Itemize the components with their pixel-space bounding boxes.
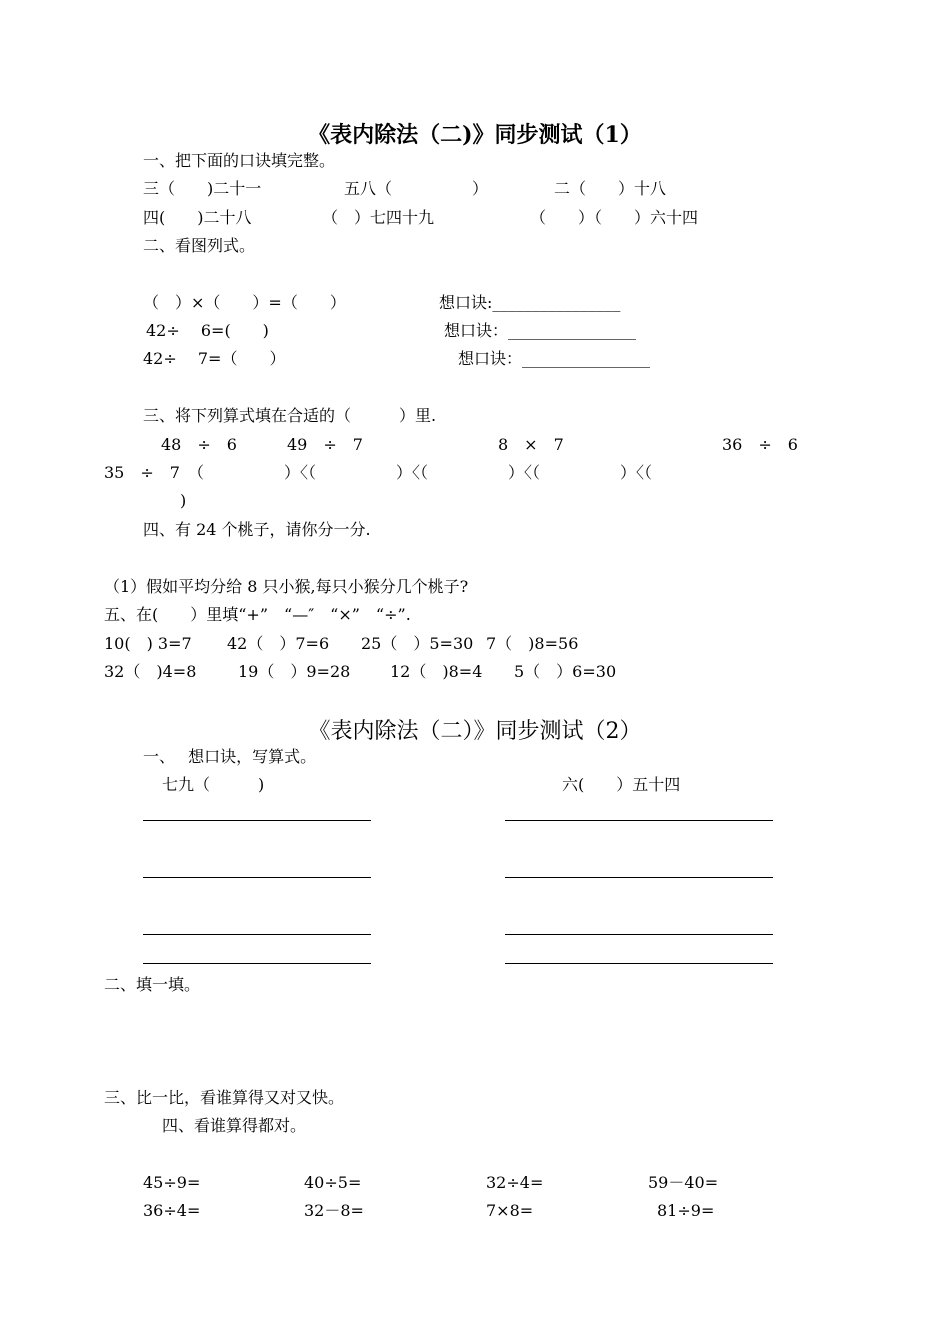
t2-q4-item: 36÷4=: [143, 1201, 201, 1220]
answer-line: [505, 934, 773, 935]
t2-q4-item: 45÷9=: [143, 1173, 201, 1192]
q3-ordering-end: ): [180, 491, 187, 510]
answer-line: [505, 820, 773, 821]
q1-row2-item: （ ）七四十九: [322, 208, 435, 227]
t2-q4-item: 7×8=: [486, 1201, 534, 1220]
q3-expression: 36 ÷ 6: [722, 435, 798, 454]
q2-equation: 42÷ 7=（ ）: [143, 349, 286, 368]
t2-q1-left-prompt: 七九（ ): [162, 775, 265, 794]
q3-heading: 三、将下列算式填在合适的（ ）里.: [143, 406, 437, 425]
answer-line: [143, 963, 371, 964]
q1-heading: 一、把下面的口诀填完整。: [143, 151, 336, 170]
q1-row2-item: （ ）（ ）六十四: [530, 208, 699, 227]
t2-q4-item: 32÷4=: [486, 1173, 544, 1192]
q2-equation: 42÷ 6=( ): [146, 321, 269, 340]
q4-heading: 四、有 24 个桃子，请你分一分.: [143, 520, 371, 539]
answer-line: [505, 877, 773, 878]
t2-q4-item: 40÷5=: [304, 1173, 362, 1192]
test1-title: 《表内除法（二)》同步测试（1）: [308, 122, 642, 148]
q3-expression: 49 ÷ 7: [287, 435, 363, 454]
t2-q4-item: 32－8=: [304, 1201, 364, 1220]
q2-mnemonic-line: 想口诀:________________: [439, 293, 621, 312]
answer-line: [143, 934, 371, 935]
q2-heading: 二、看图列式。: [143, 236, 256, 255]
q5-heading: 五、在( ）里填“+” “—″ “×” “÷”.: [104, 605, 411, 624]
q3-expression: 48 ÷ 6: [161, 435, 237, 454]
t2-q1-heading: 一、 想口诀，写算式。: [143, 747, 317, 766]
answer-line: [143, 820, 371, 821]
q1-row1-item: 五八（ ）: [344, 179, 489, 198]
q5-item: 32（ )4=8: [104, 662, 197, 681]
q1-row2-item: 四( )二十八: [143, 208, 252, 227]
q5-item: 19（ ）9=28: [238, 662, 351, 681]
t2-q4-item: 59－40=: [648, 1173, 719, 1192]
q2-mnemonic-line: 想口诀：________________: [444, 321, 637, 340]
q3-expression: 8 × 7: [498, 435, 564, 454]
answer-line: [505, 963, 773, 964]
q2-mnemonic-line: 想口诀：________________: [458, 349, 651, 368]
q5-item: 5（ ）6=30: [514, 662, 617, 681]
q3-ordering-line: 35 ÷ 7 （ ）〈（ ）〈（ ）〈（ ）〈（: [104, 463, 652, 482]
t2-q4-item: 81÷9=: [657, 1201, 715, 1220]
q4-subquestion: （1）假如平均分给 8 只小猴,每只小猴分几个桃子?: [104, 577, 469, 596]
q5-item: 25（ ）5=30: [361, 634, 474, 653]
q5-item: 10( ) 3=7: [104, 634, 192, 653]
q1-row1-item: 二（ ）十八: [554, 179, 667, 198]
answer-line: [143, 877, 371, 878]
t2-q3-heading: 三、比一比，看谁算得又对又快。: [104, 1088, 345, 1107]
test2-title: 《表内除法（二）》同步测试（2）: [308, 719, 642, 744]
t2-q1-right-prompt: 六( ）五十四: [562, 775, 681, 794]
q2-equation: （ ）×（ ）=（ ）: [143, 293, 346, 312]
q5-item: 42（ ）7=6: [227, 634, 330, 653]
t2-q2-heading: 二、填一填。: [104, 975, 201, 994]
q1-row1-item: 三（ )二十一: [143, 179, 262, 198]
t2-q4-heading: 四、看谁算得都对。: [162, 1116, 307, 1135]
q5-item: 7（ )8=56: [486, 634, 579, 653]
q5-item: 12（ )8=4: [390, 662, 483, 681]
